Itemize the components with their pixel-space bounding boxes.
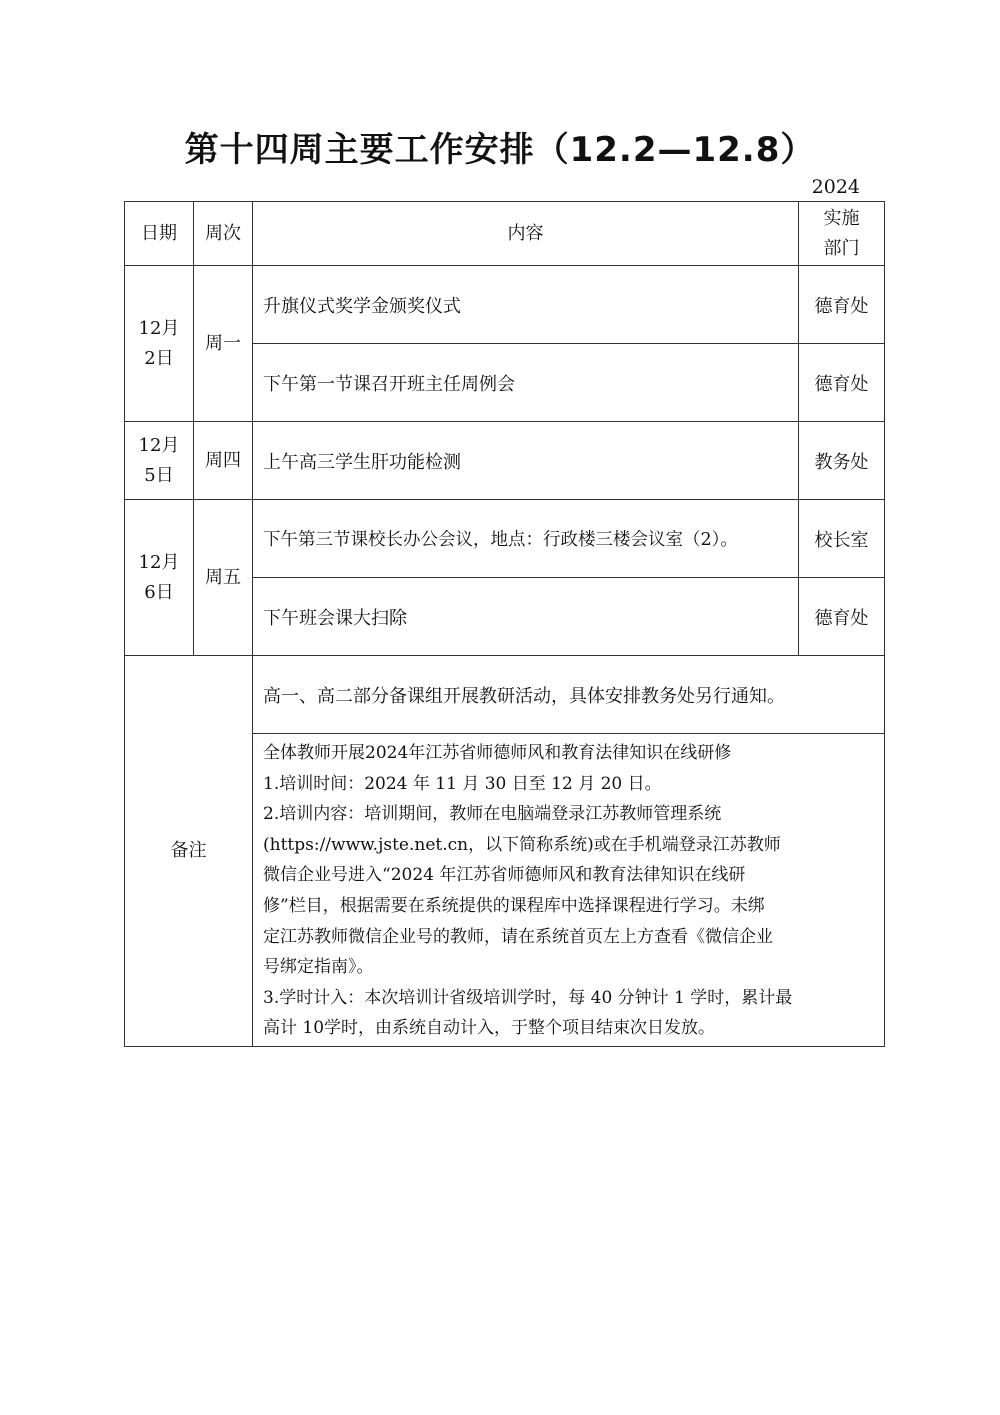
page-title: 第十四周主要工作安排（12.2—12.8） — [184, 130, 816, 170]
content-cell: 下午班会课大扫除 — [253, 578, 799, 656]
note-line: 全体教师开展2024年江苏省师德师风和教育法律知识在线研修 — [263, 743, 732, 763]
weekday-cell: 周一 — [194, 266, 253, 422]
header-dept — [799, 202, 885, 266]
dept-cell: 教务处 — [799, 422, 885, 500]
date-day: 2日 — [144, 347, 174, 369]
dept-cell: 德育处 — [799, 578, 885, 656]
header-row — [125, 202, 885, 266]
table-row — [125, 500, 885, 578]
note-line: 微信企业号进入“2024 年江苏省师德师风和教育法律知识在线研 — [263, 865, 746, 886]
date-day: 5日 — [144, 464, 174, 486]
note-line: 2.培训内容：培训期间，教师在电脑端登录江苏教师管理系统 — [263, 804, 722, 825]
content-cell: 升旗仪式奖学金颁奖仪式 — [253, 266, 799, 344]
date-cell — [125, 500, 194, 656]
note-line: 定江苏教师微信企业号的教师，请在系统首页左上方查看《微信企业 — [263, 926, 773, 947]
note-line: (https://www.jste.net.cn，以下简称系统)或在手机端登录江苏教师 — [263, 834, 781, 855]
header-date: 日期 — [125, 202, 194, 266]
remarks-label: 备注 — [125, 656, 253, 1047]
schedule-table — [124, 201, 885, 1047]
content-cell: 下午第三节课校长办公会议，地点：行政楼三楼会议室（2）。 — [253, 500, 799, 578]
header-content: 内容 — [253, 202, 799, 266]
date-cell — [125, 422, 194, 500]
remarks-row — [125, 656, 885, 734]
content-cell: 上午高三学生肝功能检测 — [253, 422, 799, 500]
header-weekday: 周次 — [194, 202, 253, 266]
note-line: 高计 10学时，由系统自动计入，于整个项目结束次日发放。 — [263, 1018, 716, 1039]
remarks-note-1: 高一、高二部分备课组开展教研活动，具体安排教务处另行通知。 — [253, 656, 885, 734]
remarks-note-2 — [253, 734, 885, 1047]
note-line: 号绑定指南》。 — [263, 957, 374, 978]
date-day: 6日 — [144, 581, 174, 603]
date-cell — [125, 266, 194, 422]
weekday-cell: 周五 — [194, 500, 253, 656]
header-dept-line2: 部门 — [823, 237, 860, 259]
weekday-cell: 周四 — [194, 422, 253, 500]
note-line: 1.培训时间：2024 年 11 月 30 日至 12 月 20 日。 — [263, 773, 662, 794]
table-row — [125, 422, 885, 500]
dept-cell: 德育处 — [799, 344, 885, 422]
dept-cell: 校长室 — [799, 500, 885, 578]
date-month: 12月 — [138, 434, 180, 456]
year-label: 2024 — [811, 176, 860, 198]
note-line: 修”栏目，根据需要在系统提供的课程库中选择课程进行学习。未绑 — [263, 895, 765, 916]
date-month: 12月 — [138, 317, 180, 339]
table-row — [125, 266, 885, 344]
dept-cell: 德育处 — [799, 266, 885, 344]
note-line: 3.学时计入：本次培训计省级培训学时，每 40 分钟计 1 学时，累计最 — [263, 987, 793, 1008]
header-dept-line1: 实施 — [823, 207, 860, 229]
content-cell: 下午第一节课召开班主任周例会 — [253, 344, 799, 422]
date-month: 12月 — [138, 551, 180, 573]
